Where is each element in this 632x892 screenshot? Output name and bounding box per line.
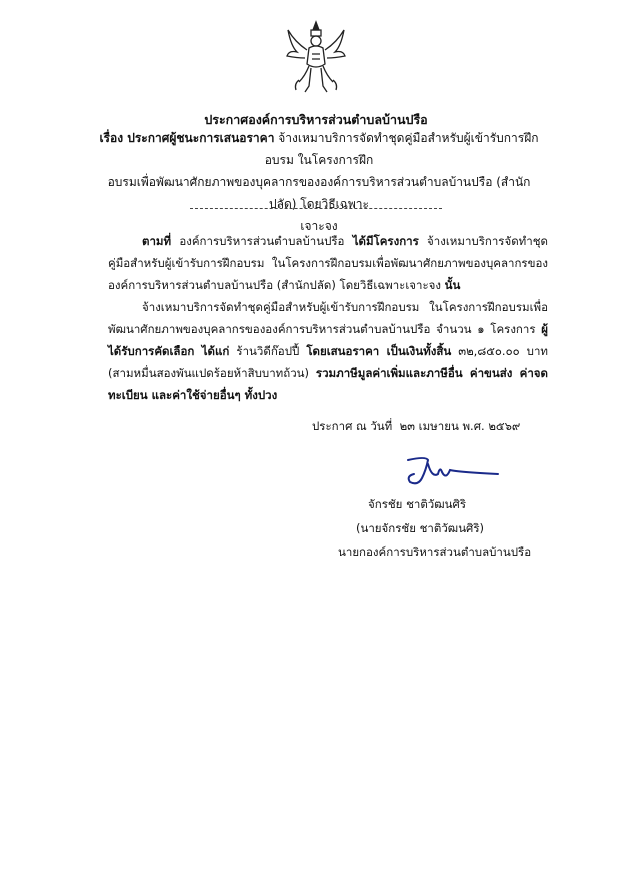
p2-tax-note: รวมภาษีมูลค่าเพิ่มและภาษีอื่น ค่าขนส่ง ค่าจดทะเบียน และค่าใช้จ่ายอื่นๆ ทั้งปวง — [108, 366, 548, 402]
subject-text-1: จ้างเหมาบริการจัดทำชุดคู่มือสำหรับผู้เข้ารับการฝึกอบรม ในโครงการฝึก — [264, 131, 539, 167]
p2-price-label: โดยเสนอราคา เป็นเงินทั้งสิ้น — [306, 344, 452, 358]
garuda-emblem — [285, 20, 347, 95]
p2-price: ๓๒,๘๕๐.๐๐ บาท (สามหมื่นสองพันแปดร้อยห้าสิบบาทถ้วน) — [108, 344, 549, 380]
document-subject — [95, 127, 543, 237]
p1-end: นั้น — [444, 278, 461, 292]
signer-name-full: (นายจักรชัย ชาติวัฒนศิริ) — [356, 521, 485, 535]
p1-org: องค์การบริหารส่วนตำบลบ้านปรือ — [171, 234, 353, 248]
p1-project: ได้มีโครงการ — [352, 234, 419, 248]
signer-position: นายกองค์การบริหารส่วนตำบลบ้านปรือ — [338, 545, 532, 559]
divider-line — [190, 208, 442, 209]
announce-date-line — [312, 418, 520, 436]
subject-text-2: อบรมเพื่อพัฒนาศักยภาพของบุคลากรขององค์การบริหารส่วนตำบลบ้านปรือ (สำนักปลัด) โดยวิธีเฉพาะ — [107, 175, 531, 211]
p1-lead: ตามที่ — [142, 234, 172, 248]
announce-label: ประกาศ ณ วันที่ — [312, 419, 393, 433]
p2-winner-label: ผู้ได้รับการคัดเลือก ได้แก่ — [108, 322, 548, 358]
handwritten-signature — [398, 452, 508, 492]
subject-label: เรื่อง ประกาศผู้ชนะการเสนอราคา — [99, 131, 275, 145]
announce-date: ๒๓ เมษายน พ.ศ. ๒๕๖๙ — [399, 419, 521, 433]
signer-name: จักรชัย ชาติวัฒนศิริ — [368, 497, 466, 511]
p1-detail: จ้างเหมาบริการจัดทำชุดคู่มือสำหรับผู้เข้ารับการฝึกอบรม ในโครงการฝึกอบรมเพื่อพัฒนาศักยภาพของบุคลากรขององค์การบริหารส่วนตำบลบ้านปรือ (สำนักปลัด) โดยวิธีเฉพาะเจาะจง — [108, 234, 548, 292]
p2-detail: จ้างเหมาบริการจัดทำชุดคู่มือสำหรับผู้เข้ารับการฝึกอบรม ในโครงการฝึกอบรมเพื่อพัฒนาศักยภาพของบุคลากรขององค์การบริหารส่วนตำบลบ้านปรือ จำนวน ๑ โครงการ — [108, 300, 548, 336]
document-title: ประกาศองค์การบริหารส่วนตำบลบ้านปรือ — [204, 112, 428, 127]
p2-winner: ร้านวิดีก๊อปปี้ — [229, 344, 307, 358]
paragraph-1 — [108, 230, 548, 296]
subject-text-3: เจาะจง — [300, 219, 338, 233]
paragraph-2 — [108, 296, 548, 406]
